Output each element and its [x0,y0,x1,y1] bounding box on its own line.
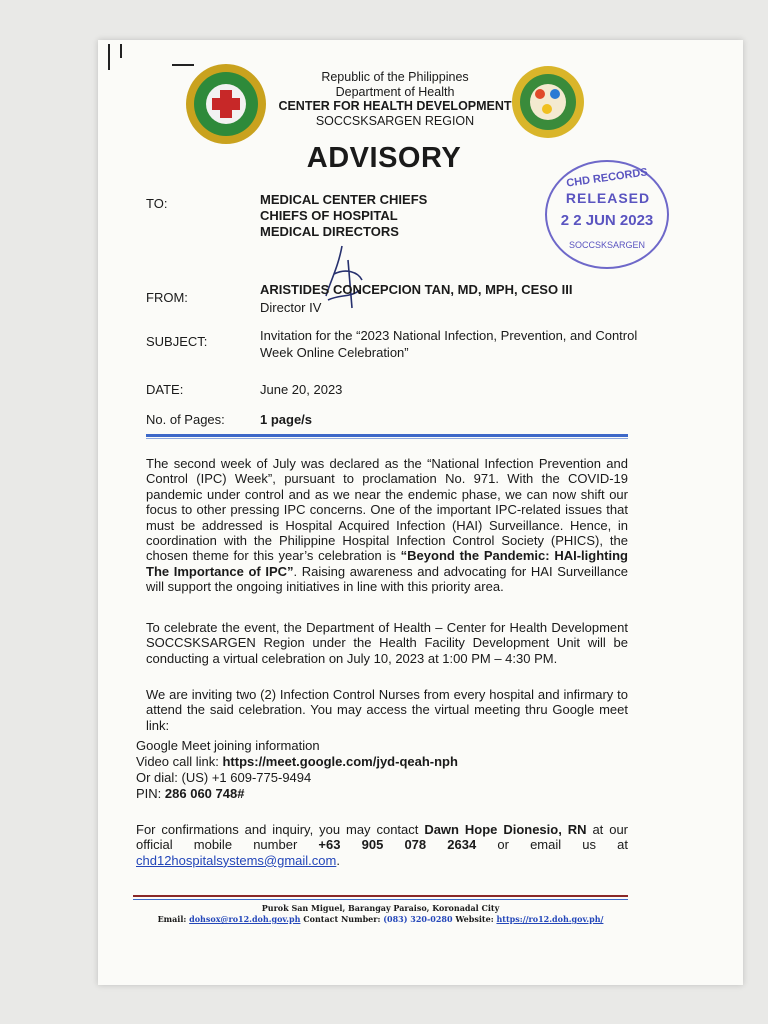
date-value: June 20, 2023 [260,382,343,397]
footer-website-label: Website: [452,914,497,924]
pin-label: PIN: [136,786,165,801]
to-line: MEDICAL CENTER CHIEFS [260,192,428,207]
footer-contact-label: Contact Number: [300,914,384,924]
paragraph-text: at our official mobile number [136,822,629,853]
from-name: ARISTIDES CONCEPCION TAN, MD, MPH, CESO III [260,282,573,297]
footer-email-label: Email: [157,914,190,924]
letterhead [270,70,520,128]
header-divider [146,434,628,437]
letterhead-line-region: SOCCSKSARGEN REGION [315,113,475,128]
stamp-bottom-text: SOCCSKSARGEN [568,240,646,250]
contact-name: Dawn Hope Dionesio, RN [424,822,587,837]
pages-label: No. of Pages: [146,412,225,427]
letterhead-line-republic: Republic of the Philippines [321,70,469,84]
from-title: Director IV [260,300,322,315]
meet-heading: Google Meet joining information [136,738,320,753]
paragraph-text: For confirmations and inquiry, you may contact [136,822,425,837]
pin-value: 286 060 748# [164,786,245,801]
document-title: ADVISORY [306,142,462,174]
footer-email-link[interactable]: dohsox@ro12.doh.gov.ph [189,914,301,924]
footer-contact-number: (083) 320-0280 [383,914,453,924]
footer-contact-line [133,914,628,924]
stamp-date: 2 2 JUN 2023 [560,212,654,229]
from-label: FROM: [146,290,188,305]
paragraph-text: The second week of July was declared as the “National Infection Prevention and Control (IPC) Week”, pursuant to proclamation No. 971. With the COVID-19 pandemic under control and as we near the endemic phase, we can now shift our focus to other pressing IPC concerns. One of the important IPC-related issues that must be addressed is Hospital Acquired Infection (HAI) Surveillance. Hence, in coordination with the Philippine Hospital Infection Control Society (PHICS), the chosen theme for this year’s celebration is [146,456,628,564]
footer-address: Purok San Miguel, Barangay Paraiso, Koronadal City [261,903,500,913]
stamp-mid-text: RELEASED [565,190,651,206]
punch-mark [120,44,122,58]
paragraph-contact [136,822,628,868]
letterhead-line-department: Department of Health [335,84,455,99]
to-label: TO: [146,196,168,211]
header-divider-thin [146,438,628,439]
paragraph-text: or email us at [476,837,628,853]
letterhead-line-center: CENTER FOR HEALTH DEVELOPMENT [278,99,512,113]
pin-line [136,786,244,801]
paragraph-invitation: We are inviting two (2) Infection Control Nurses from every hospital and infirmary to attend the said celebration. You may access the virtual meeting thru Google meet link: [146,687,628,733]
footer-website-link[interactable]: https://ro12.doh.gov.ph/ [496,914,604,924]
punch-mark [108,44,110,70]
pages-value: 1 page/s [260,412,313,427]
paragraph-ipc-week [146,456,628,595]
celebration-theme: “Beyond the Pandemic: HAI-lighting The Importance of IPC” [146,548,628,579]
contact-email-link[interactable]: chd12hospitalsystems@gmail.com [136,852,337,868]
doh-seal-logo [186,64,266,144]
footer-divider [133,895,628,897]
meet-link-label: Video call link: [136,754,223,769]
footer-divider-thin [133,899,628,900]
paragraph-text: . Raising awareness and advocating for HAI Surveillance will support the ongoing initiatives in line with this priority area. [146,563,629,595]
subject-line-1: Invitation for the “2023 National Infection, Prevention, and Control [260,328,638,343]
paragraph-celebration-details: To celebrate the event, the Department of Health – Center for Health Development SOCCSKSARGEN Region under the Health Facility Development Unit will be conducting a virtual celebration on July 10, 2023 at 1:00 PM – 4:30 PM. [146,620,628,666]
stamp-top-text: CHD RECORDS [565,166,649,190]
dial-in-number: Or dial: (US) +1 609-775-9494 [136,770,312,785]
paragraph-text: . [336,852,340,868]
to-addressees [260,192,427,240]
records-released-stamp [545,160,669,269]
meet-link-line [136,754,458,769]
to-line: CHIEFS OF HOSPITAL [260,208,398,223]
date-label: DATE: [146,382,184,397]
regional-office-seal-logo [512,66,584,138]
punch-mark [172,64,194,66]
subject-line-2: Week Online Celebration” [260,345,409,360]
to-line: MEDICAL DIRECTORS [260,224,399,239]
contact-phone: +63 905 078 2634 [318,837,477,853]
subject-label: SUBJECT: [146,334,208,349]
meet-link[interactable]: https://meet.google.com/jyd-qeah-nph [222,754,458,769]
